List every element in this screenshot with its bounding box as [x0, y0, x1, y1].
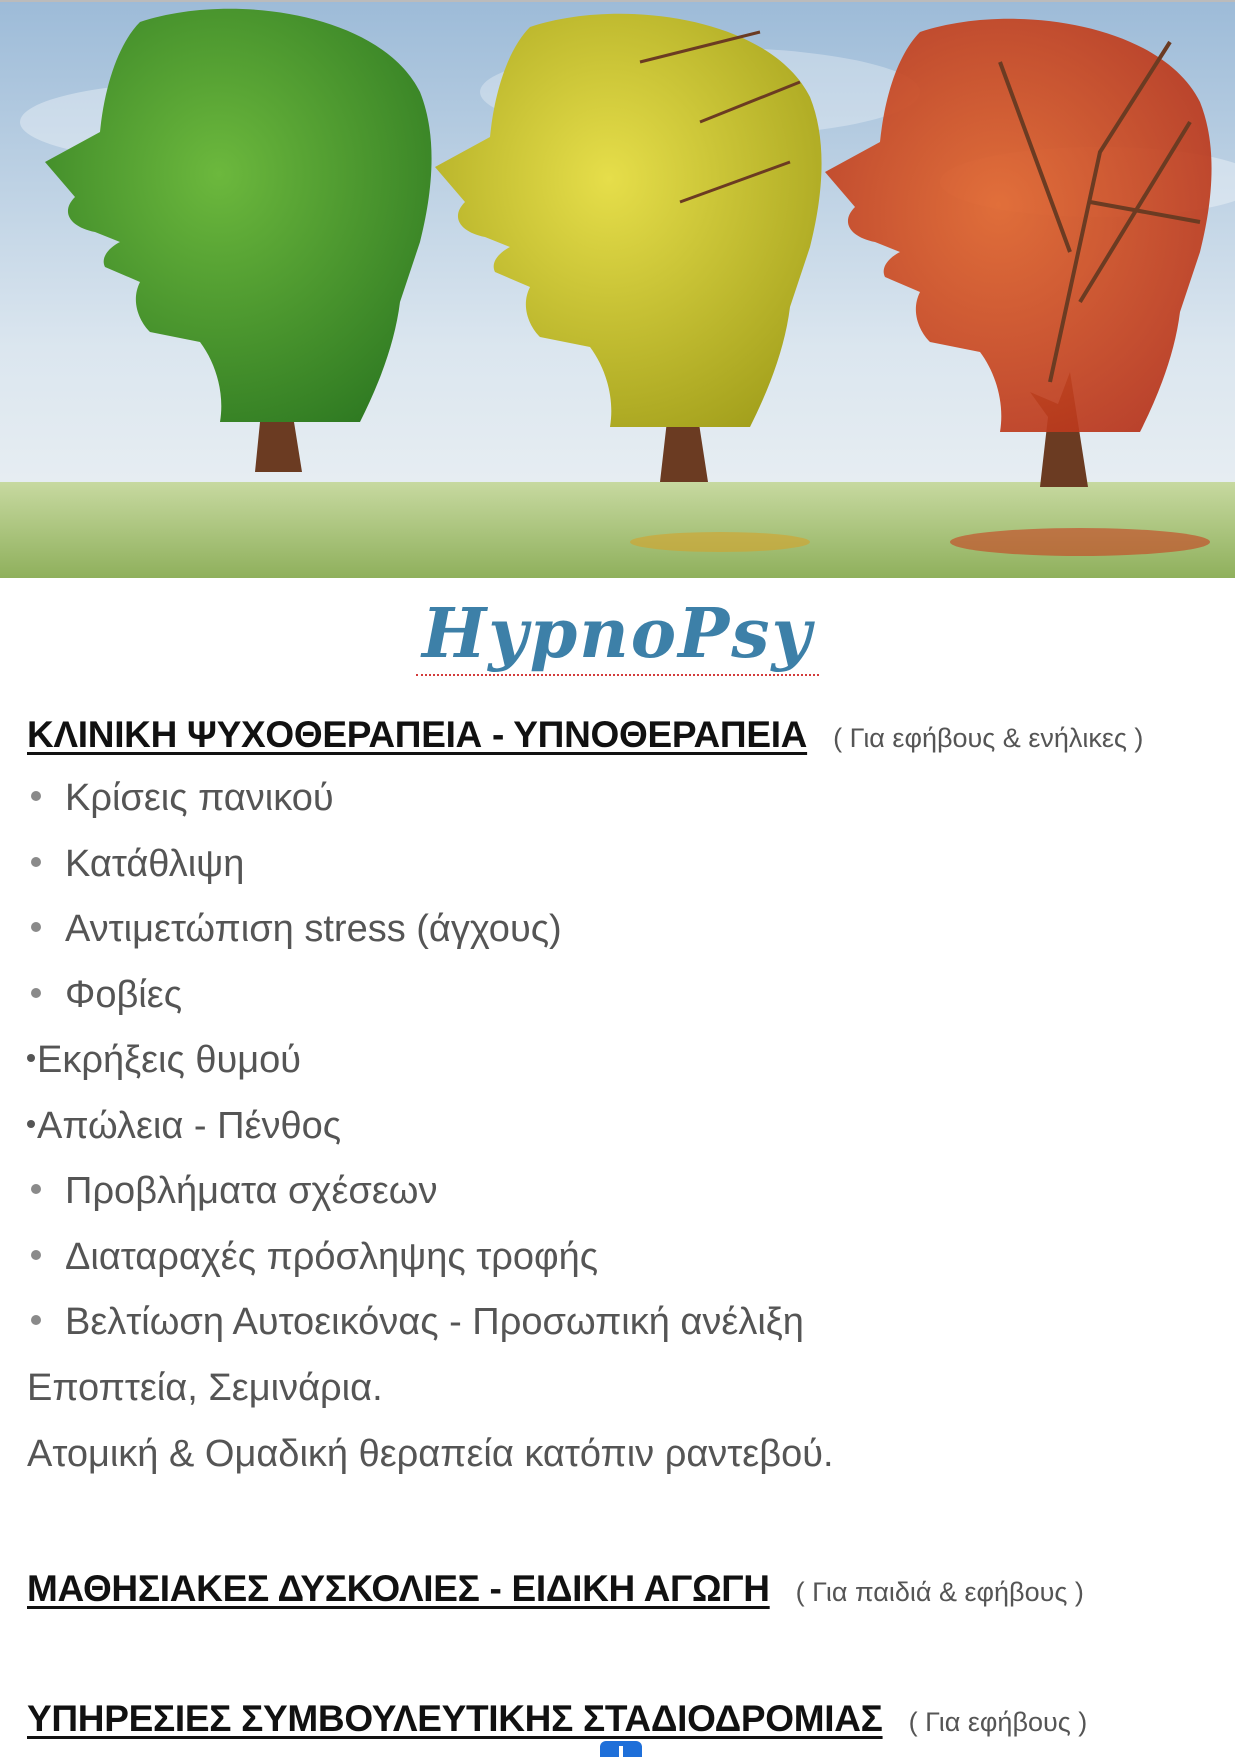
heading-note: ( Για παιδιά & εφήβους ): [795, 1577, 1084, 1607]
bullet-icon: [27, 1120, 35, 1128]
appointment-text: Ατομική & Ομαδική θεραπεία κατόπιν ραντεβού.: [27, 1433, 834, 1475]
bullet-icon: [31, 1250, 41, 1260]
bullet-icon: [31, 1315, 41, 1325]
site-logo: [0, 594, 1235, 676]
heading-title[interactable]: ΚΛΙΝΙΚΗ ΨΥΧΟΘΕΡΑΠΕΙΑ - ΥΠΝΟΘΕΡΑΠΕΙΑ: [27, 714, 808, 755]
logo-text: HypnoPsy: [416, 594, 819, 676]
bullet-icon: [31, 1184, 41, 1194]
bullet-icon: [31, 857, 41, 867]
list-item: Προβλήματα σχέσεων: [27, 1168, 437, 1214]
supervision-text: Εποπτεία, Σεμινάρια.: [27, 1367, 383, 1409]
list-item: Διαταραχές πρόσληψης τροφής: [27, 1234, 598, 1280]
hero-image: [0, 0, 1235, 578]
list-item: Κρίσεις πανικού: [27, 775, 334, 821]
bullet-icon: [27, 1054, 35, 1062]
list-item: Φοβίες: [27, 972, 182, 1018]
heading-title[interactable]: ΜΑΘΗΣΙΑΚΕΣ ΔΥΣΚΟΛΙΕΣ - ΕΙΔΙΚΗ ΑΓΩΓΗ: [27, 1568, 770, 1609]
scroll-to-top-button[interactable]: [600, 1741, 642, 1757]
list-item: Βελτίωση Αυτοεικόνας - Προσωπική ανέλιξη: [27, 1299, 804, 1345]
list-item: Αντιμετώπιση stress (άγχους): [27, 906, 562, 952]
trees-illustration: [0, 2, 1235, 578]
bullet-icon: [31, 922, 41, 932]
heading-note: ( Για εφήβους ): [908, 1707, 1088, 1737]
heading-title[interactable]: ΥΠΗΡΕΣΙΕΣ ΣΥΜΒΟΥΛΕΥΤΙΚΗΣ ΣΤΑΔΙΟΔΡΟΜΙΑΣ: [27, 1698, 883, 1739]
bullet-icon: [31, 988, 41, 998]
heading-note: ( Για εφήβους & ενήλικες ): [833, 723, 1144, 753]
list-item: Εκρήξεις θυμού: [27, 1037, 301, 1083]
list-item: Κατάθλιψη: [27, 841, 244, 887]
bullet-icon: [31, 791, 41, 801]
section-heading-psychotherapy[interactable]: [27, 714, 1143, 756]
section-heading-learning[interactable]: [27, 1568, 1084, 1610]
list-item: Απώλεια - Πένθος: [27, 1103, 341, 1149]
section-heading-career[interactable]: [27, 1698, 1087, 1740]
